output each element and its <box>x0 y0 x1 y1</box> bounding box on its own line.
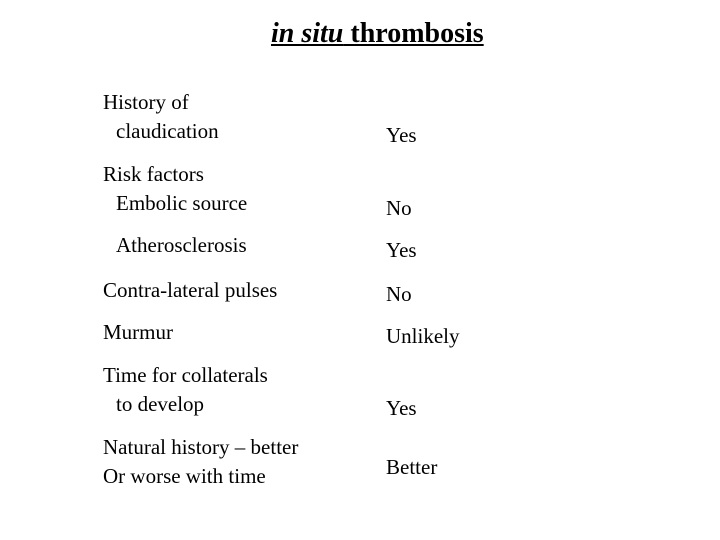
row-value-collaterals: Yes <box>386 396 417 420</box>
row-value-natural-history: Better <box>386 455 438 479</box>
row-label-history <box>103 88 219 146</box>
page-title <box>271 18 484 50</box>
label-line: claudication <box>116 119 219 143</box>
label-line: Risk factors <box>103 162 204 186</box>
label-line: History of <box>103 90 189 114</box>
label-line: Natural history – better <box>103 435 299 459</box>
row-value-contra-lateral: No <box>386 282 412 306</box>
row-label-natural-history <box>103 433 298 491</box>
row-value-murmur: Unlikely <box>386 324 460 348</box>
row-label-risk-factors <box>103 160 247 218</box>
label-line: Or worse with time <box>103 464 266 488</box>
row-label-murmur: Murmur <box>103 320 173 344</box>
row-value-atherosclerosis: Yes <box>386 238 417 262</box>
title-rest: thrombosis <box>343 18 484 49</box>
label-line: Embolic source <box>116 191 248 215</box>
row-label-contra-lateral: Contra-lateral pulses <box>103 278 278 302</box>
label-line: Time for collaterals <box>103 363 268 387</box>
title-italic: in situ <box>271 18 344 49</box>
row-value-embolic: No <box>386 196 412 220</box>
row-label-atherosclerosis: Atherosclerosis <box>116 233 247 257</box>
row-label-collaterals <box>103 361 268 419</box>
row-value-history: Yes <box>386 123 417 147</box>
label-line: to develop <box>116 392 205 416</box>
